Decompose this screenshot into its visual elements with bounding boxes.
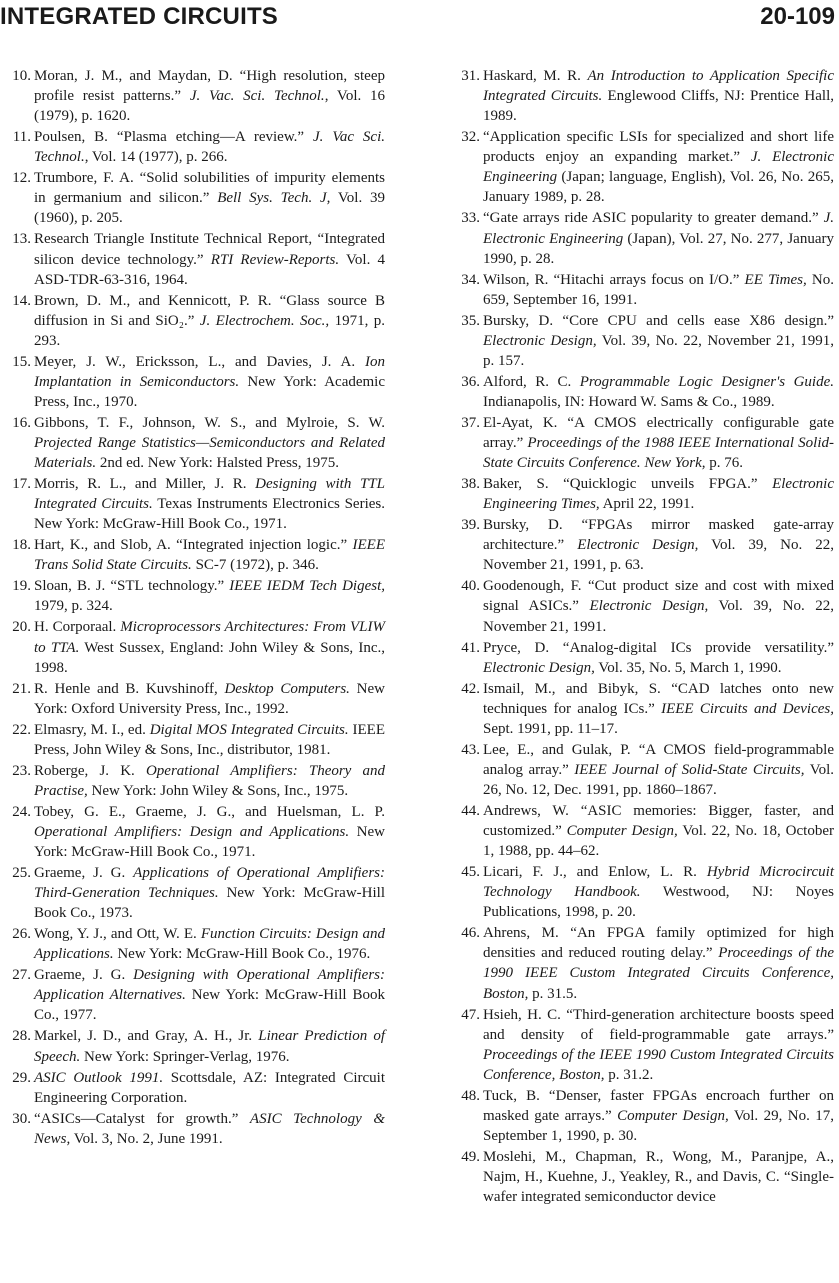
reference-italic-segment: Electronic Design, — [483, 332, 597, 349]
reference-segment: Pryce, D. “Analog-digital ICs provide versatility.” — [483, 639, 834, 656]
references-column-left — [3, 66, 385, 1150]
reference-italic-segment: Electronic Design, — [577, 537, 699, 554]
reference-text — [34, 802, 385, 862]
reference-number: 42. — [461, 680, 480, 697]
reference-entry — [3, 617, 385, 677]
reference-text — [34, 965, 385, 1025]
reference-segment: Vol. 39, No. 22, November 21, 1991, p. 157. — [483, 332, 834, 369]
reference-number: 35. — [461, 312, 480, 329]
reference-italic-segment: Operational Amplifiers: Theory and Practise, — [34, 762, 386, 799]
reference-number: 13. — [12, 231, 31, 248]
reference-italic-segment: Projected Range Statistics—Semiconductors and Related Materials. — [34, 435, 385, 472]
reference-number: 46. — [461, 925, 480, 942]
reference-entry — [3, 1109, 385, 1149]
reference-text — [34, 863, 385, 923]
reference-number: 38. — [461, 476, 480, 493]
reference-italic-segment: IEEE Circuits and Devices, — [661, 700, 834, 717]
reference-italic-segment: RTI Review-Reports. — [210, 251, 340, 268]
reference-text — [34, 127, 385, 167]
reference-segment: April 22, 1991. — [599, 496, 695, 513]
reference-segment: Research Triangle Institute Technical Report, “Integrated silicon device technology.” — [34, 231, 385, 268]
reference-italic-segment: IEEE IEDM Tech Digest, — [229, 578, 385, 595]
reference-entry — [452, 1086, 834, 1146]
reference-segment: West Sussex, England: John Wiley & Sons, Inc., 1998. — [34, 639, 385, 676]
reference-number: 32. — [461, 129, 480, 146]
reference-italic-segment: J. Vac Sci. Technol. — [34, 129, 385, 166]
reference-segment: Sept. 1991, pp. 11–17. — [483, 720, 618, 737]
reference-segment: Vol. 3, No. 2, June 1991. — [70, 1130, 223, 1147]
reference-italic-segment: Computer Design, — [617, 1107, 729, 1124]
reference-number: 36. — [461, 373, 480, 390]
reference-italic-segment: J. Electronic Engineering — [483, 210, 834, 247]
reference-text — [34, 66, 385, 126]
running-header-title: INTEGRATED CIRCUITS — [0, 3, 279, 30]
reference-number: 21. — [12, 680, 31, 697]
reference-segment: Baker, S. “Quicklogic unveils FPGA.” — [483, 476, 773, 493]
reference-segment: p. 76. — [705, 455, 743, 472]
reference-italic-segment: ASIC Technology & News, — [34, 1110, 385, 1147]
reference-segment: Meyer, J. W., Ericksson, L., and Davies, J. A. — [34, 353, 365, 370]
reference-segment: Vol. 39, No. 22, November 21, 1991. — [483, 598, 834, 635]
reference-italic-segment: IEEE Trans Solid State Circuits. — [34, 537, 385, 574]
reference-number: 12. — [12, 170, 31, 187]
reference-segment: Texas Instruments Electronics Series. New York: McGraw-Hill Book Co., 1971. — [34, 496, 385, 533]
reference-entry — [3, 127, 385, 167]
reference-segment: Graeme, J. G. — [34, 865, 134, 882]
reference-italic-segment: Electronic Design, — [483, 659, 595, 676]
reference-number: 27. — [12, 967, 31, 984]
reference-entry — [3, 761, 385, 801]
reference-segment: New York: McGraw-Hill Book Co., 1973. — [34, 885, 385, 922]
reference-number: 31. — [461, 68, 480, 84]
reference-text — [34, 535, 385, 575]
reference-italic-segment: Ion Implantation in Semiconductors. — [34, 353, 385, 390]
reference-segment: Roberge, J. K. — [34, 762, 146, 779]
reference-text — [34, 352, 385, 412]
reference-italic-segment: Linear Prediction of Speech. — [34, 1028, 385, 1065]
reference-segment: Gibbons, T. F., Johnson, W. S., and Mylroie, S. W. — [34, 414, 385, 431]
reference-text — [483, 208, 834, 268]
reference-number: 49. — [461, 1149, 480, 1165]
page-number: 20-109 — [760, 3, 835, 30]
reference-entry — [452, 372, 834, 412]
reference-segment: “Application specific LSIs for specialized and short life products enjoy an expanding market.” — [483, 129, 834, 166]
reference-text — [483, 679, 834, 739]
reference-entry — [452, 66, 834, 126]
reference-text — [483, 801, 834, 861]
reference-text — [483, 576, 834, 636]
reference-italic-segment: An Introduction to Application Specific Integrated Circuits. — [483, 68, 834, 105]
reference-entry — [3, 1068, 385, 1108]
reference-italic-segment: Function Circuits: Design and Applications. — [34, 926, 385, 963]
reference-segment: H. Corporaal. — [34, 619, 121, 636]
reference-number: 34. — [461, 271, 480, 288]
reference-italic-segment: Proceedings of the IEEE 1990 Custom Integrated Circuits Conference, Boston, — [483, 1046, 834, 1083]
reference-text — [483, 515, 834, 575]
reference-text — [483, 413, 834, 473]
reference-segment: Trumbore, F. A. “Solid solubilities of impurity elements in germanium and silicon.” — [34, 170, 385, 207]
reference-text — [34, 229, 385, 289]
reference-number: 43. — [461, 741, 480, 758]
reference-segment: 2nd ed. New York: Halsted Press, 1975. — [96, 455, 340, 472]
reference-text — [483, 1086, 834, 1146]
reference-text — [483, 311, 834, 371]
reference-number: 20. — [12, 619, 31, 636]
reference-segment: Vol. 35, No. 5, March 1, 1990. — [594, 659, 782, 676]
reference-entry — [3, 965, 385, 1025]
reference-text — [483, 638, 834, 678]
reference-number: 28. — [12, 1028, 31, 1045]
reference-text — [34, 924, 385, 964]
reference-text — [34, 413, 385, 473]
reference-segment: Vol. 29, No. 17, September 1, 1990, p. 30. — [483, 1107, 834, 1145]
reference-text — [483, 1005, 834, 1085]
reference-segment: IEEE Press, John Wiley & Sons, Inc., distributor, 1981. — [34, 721, 385, 758]
reference-segment: New York: John Wiley & Sons, Inc., 1975. — [87, 782, 349, 799]
reference-italic-segment: Designing with TTL Integrated Circuits. — [34, 476, 385, 513]
reference-number: 33. — [461, 210, 480, 227]
reference-entry — [3, 474, 385, 534]
reference-number: 14. — [12, 292, 31, 309]
reference-text — [34, 1026, 385, 1066]
reference-italic-segment: J. Vac. Sci. Technol. — [189, 88, 325, 105]
reference-segment: Ismail, M., and Bibyk, S. “CAD latches onto new techniques for analog ICs.” — [483, 680, 834, 717]
reference-italic-segment: Desktop Computers. — [224, 680, 350, 697]
reference-segment: Tobey, G. E., Graeme, J. G., and Huelsman, L. P. — [34, 803, 385, 820]
reference-number: 18. — [12, 537, 31, 554]
reference-italic-segment: Bell Sys. Tech. J, — [217, 190, 331, 207]
reference-entry — [3, 413, 385, 473]
reference-entry — [3, 229, 385, 289]
reference-segment: Vol. 39 (1960), p. 205. — [34, 190, 386, 227]
reference-segment: “Gate arrays ride ASIC popularity to greater demand.” — [483, 210, 824, 227]
reference-segment: Haskard, M. R. — [483, 68, 588, 84]
reference-text — [34, 474, 385, 534]
reference-segment: Hart, K., and Slob, A. “Integrated injection logic.” — [34, 537, 353, 554]
reference-text — [483, 862, 834, 922]
reference-segment: “ASICs—Catalyst for growth.” — [34, 1110, 250, 1127]
reference-segment: 1979, p. 324. — [34, 598, 113, 615]
reference-number: 15. — [12, 353, 31, 370]
reference-text — [483, 474, 834, 514]
reference-text — [34, 576, 385, 616]
reference-italic-segment: Applications of Operational Amplifiers: Third-Generation Techniques. — [34, 865, 386, 902]
reference-italic-segment: Digital MOS Integrated Circuits. — [149, 721, 349, 738]
reference-segment: Morris, R. L., and Miller, J. R. — [34, 476, 256, 493]
reference-entry — [452, 311, 834, 371]
reference-number: 16. — [12, 414, 31, 431]
reference-entry — [452, 1005, 834, 1085]
reference-segment: , Vol. 16 (1979), p. 1620. — [34, 88, 385, 125]
reference-entry — [452, 740, 834, 800]
reference-segment: Graeme, J. G. — [34, 967, 134, 984]
reference-entry — [452, 208, 834, 268]
reference-number: 48. — [461, 1087, 480, 1104]
reference-segment: Moran, J. M., and Maydan, D. “High resolution, steep profile resist patterns.” — [34, 68, 385, 105]
reference-entry — [452, 679, 834, 739]
reference-segment: (Japan; language, English), Vol. 26, No. 265, January 1989, p. 28. — [483, 169, 834, 206]
reference-segment: New York: Oxford University Press, Inc., 1992. — [34, 680, 385, 717]
reference-text — [34, 168, 385, 228]
reference-italic-segment: Hybrid Microcircuit Technology Handbook. — [483, 864, 834, 901]
reference-number: 30. — [12, 1110, 31, 1127]
reference-segment: Poulsen, B. “Plasma etching—A review.” — [34, 129, 314, 146]
reference-segment: Englewood Cliffs, NJ: Prentice Hall, 1989. — [483, 88, 834, 125]
reference-text — [483, 923, 834, 1003]
reference-number: 44. — [461, 802, 480, 819]
reference-segment: R. Henle and B. Kuvshinoff, — [34, 680, 225, 697]
reference-text — [34, 1068, 385, 1108]
reference-text — [34, 761, 385, 801]
reference-text — [34, 1109, 385, 1149]
reference-italic-segment: Electronic Engineering Times, — [483, 476, 834, 513]
reference-segment: Markel, J. D., and Gray, A. H., Jr. — [34, 1028, 259, 1045]
reference-entry — [452, 474, 834, 514]
reference-italic-segment: J. Electrochem. Soc., — [199, 312, 330, 329]
reference-segment: Andrews, W. “ASIC memories: Bigger, faster, and customized.” — [483, 802, 834, 840]
reference-entry — [3, 168, 385, 228]
reference-segment: Wong, Y. J., and Ott, W. E. — [34, 926, 201, 943]
reference-italic-segment: Operational Amplifiers: Design and Applications. — [34, 823, 350, 840]
reference-entry — [3, 352, 385, 412]
reference-text — [34, 291, 385, 351]
reference-italic-segment: Microprocessors Architectures: From VLIW to TTA. — [34, 619, 385, 656]
reference-segment: Scottsdale, AZ: Integrated Circuit Engineering Corporation. — [34, 1069, 385, 1106]
reference-entry — [3, 291, 385, 351]
reference-segment: Licari, F. J., and Enlow, L. R. — [483, 864, 707, 881]
reference-italic-segment: Proceedings of the 1990 IEEE Custom Integrated Circuits Conference, Boston, — [483, 945, 834, 1002]
reference-text — [483, 66, 834, 126]
reference-segment: Vol. 26, No. 12, Dec. 1991, pp. 1860–1867. — [483, 761, 835, 798]
reference-segment: Elmasry, M. I., ed. — [34, 721, 150, 738]
reference-segment: Tuck, B. “Denser, faster FPGAs encroach further on masked gate arrays.” — [483, 1087, 834, 1124]
reference-segment: Bursky, D. “Core CPU and cells ease X86 design.” — [483, 312, 834, 329]
reference-number: 26. — [12, 926, 31, 943]
reference-number: 29. — [12, 1069, 31, 1086]
reference-entry — [452, 270, 834, 310]
reference-segment: Hsieh, H. C. “Third-generation architecture boosts speed and density of field-programmable gate arrays.” — [483, 1006, 834, 1043]
reference-segment: Vol. 39, No. 22, November 21, 1991, p. 63. — [483, 537, 834, 574]
reference-text — [34, 679, 385, 719]
references-column-right — [452, 66, 834, 1208]
reference-segment: Moslehi, M., Chapman, R., Wong, M., Paranjpe, A., Najm, H., Kuehne, J., Yeakley, R., and Davis, C. “Single-wafer integrated semiconductor device — [483, 1149, 834, 1206]
reference-segment: No. 659, September 16, 1991. — [483, 271, 834, 308]
reference-italic-segment: Computer Design, — [566, 823, 678, 840]
reference-number: 24. — [12, 803, 31, 820]
reference-entry — [3, 1026, 385, 1066]
reference-segment: Vol. 22, No. 18, October 1, 1988, pp. 44–62. — [483, 823, 834, 860]
reference-entry — [3, 679, 385, 719]
reference-entry — [452, 576, 834, 636]
reference-segment: SC-7 (1972), p. 346. — [191, 557, 319, 574]
reference-italic-segment: J. Electronic Engineering — [483, 149, 835, 186]
reference-text — [483, 372, 834, 412]
reference-segment: Sloan, B. J. “STL technology.” — [34, 578, 230, 595]
reference-number: 37. — [461, 414, 480, 431]
reference-segment: 1971, p. 293. — [34, 312, 385, 349]
reference-italic-segment: Proceedings of the 1988 IEEE International Solid-State Circuits Conference. New York, — [483, 435, 834, 472]
reference-entry — [3, 535, 385, 575]
reference-entry — [3, 863, 385, 923]
reference-entry — [452, 638, 834, 678]
reference-segment: Brown, D. M., and Kennicott, P. R. “Glass source B diffusion in Si and SiO₂.” — [34, 292, 385, 329]
reference-entry — [3, 576, 385, 616]
reference-segment: p. 31.5. — [528, 985, 578, 1002]
reference-italic-segment: ASIC Outlook 1991. — [34, 1069, 164, 1086]
reference-entry — [452, 1147, 834, 1207]
reference-number: 23. — [12, 762, 31, 779]
reference-italic-segment: Programmable Logic Designer's Guide. — [579, 373, 834, 390]
reference-number: 40. — [461, 578, 480, 595]
reference-entry — [452, 515, 834, 575]
reference-segment: El-Ayat, K. “A CMOS electrically configurable gate array.” — [483, 414, 834, 452]
reference-segment: New York: McGraw-Hill Book Co., 1977. — [34, 987, 385, 1024]
reference-segment: New York: Springer-Verlag, 1976. — [80, 1048, 290, 1065]
reference-segment: New York: Academic Press, Inc., 1970. — [34, 373, 386, 410]
reference-entry — [452, 801, 834, 861]
reference-number: 25. — [12, 865, 31, 882]
reference-text — [483, 1147, 834, 1207]
reference-segment: , Vol. 14 (1977), p. 266. — [84, 149, 228, 166]
reference-entry — [452, 862, 834, 922]
reference-entry — [3, 802, 385, 862]
reference-segment: p. 31.2. — [604, 1066, 654, 1083]
reference-entry — [452, 923, 834, 1003]
reference-segment: Goodenough, F. “Cut product size and cost with mixed signal ASICs.” — [483, 578, 834, 615]
reference-italic-segment: Designing with Operational Amplifiers: Application Alternatives. — [34, 967, 385, 1004]
reference-segment: Bursky, D. “FPGAs mirror masked gate-array architecture.” — [483, 517, 834, 554]
reference-italic-segment: Electronic Design, — [589, 598, 709, 615]
reference-segment: New York: McGraw-Hill Book Co., 1971. — [34, 823, 385, 861]
reference-segment: New York: McGraw-Hill Book Co., 1976. — [113, 946, 371, 963]
reference-segment: Ahrens, M. “An FPGA family optimized for high densities and reduced routing delay.” — [483, 925, 834, 962]
reference-number: 47. — [461, 1006, 480, 1023]
reference-number: 19. — [12, 578, 31, 595]
reference-italic-segment: IEEE Journal of Solid-State Circuits, — [574, 761, 805, 778]
reference-number: 22. — [12, 721, 31, 738]
reference-text — [34, 720, 385, 760]
reference-segment: Alford, R. C. — [483, 373, 580, 390]
reference-entry — [3, 66, 385, 126]
reference-number: 41. — [461, 639, 480, 656]
reference-number: 17. — [12, 476, 31, 493]
reference-text — [483, 127, 834, 207]
reference-text — [34, 617, 385, 677]
reference-number: 39. — [461, 517, 480, 534]
reference-entry — [452, 127, 834, 207]
reference-number: 11. — [12, 129, 31, 146]
reference-italic-segment: EE Times, — [744, 271, 807, 288]
reference-segment: Indianapolis, IN: Howard W. Sams & Co., 1989. — [483, 393, 775, 410]
reference-number: 45. — [461, 864, 480, 881]
reference-segment: Lee, E., and Gulak, P. “A CMOS field-programmable analog array.” — [483, 741, 834, 778]
reference-segment: Wilson, R. “Hitachi arrays focus on I/O.” — [483, 271, 745, 288]
reference-segment: Westwood, NJ: Noyes Publications, 1998, p. 20. — [483, 884, 834, 921]
reference-segment: (Japan), Vol. 27, No. 277, January 1990, p. 28. — [483, 230, 834, 267]
reference-entry — [3, 924, 385, 964]
reference-entry — [3, 720, 385, 760]
reference-number: 10. — [12, 68, 31, 84]
reference-entry — [452, 413, 834, 473]
reference-text — [483, 270, 834, 310]
reference-segment: Vol. 4 ASD-TDR-63-316, 1964. — [34, 251, 386, 288]
reference-text — [483, 740, 834, 800]
